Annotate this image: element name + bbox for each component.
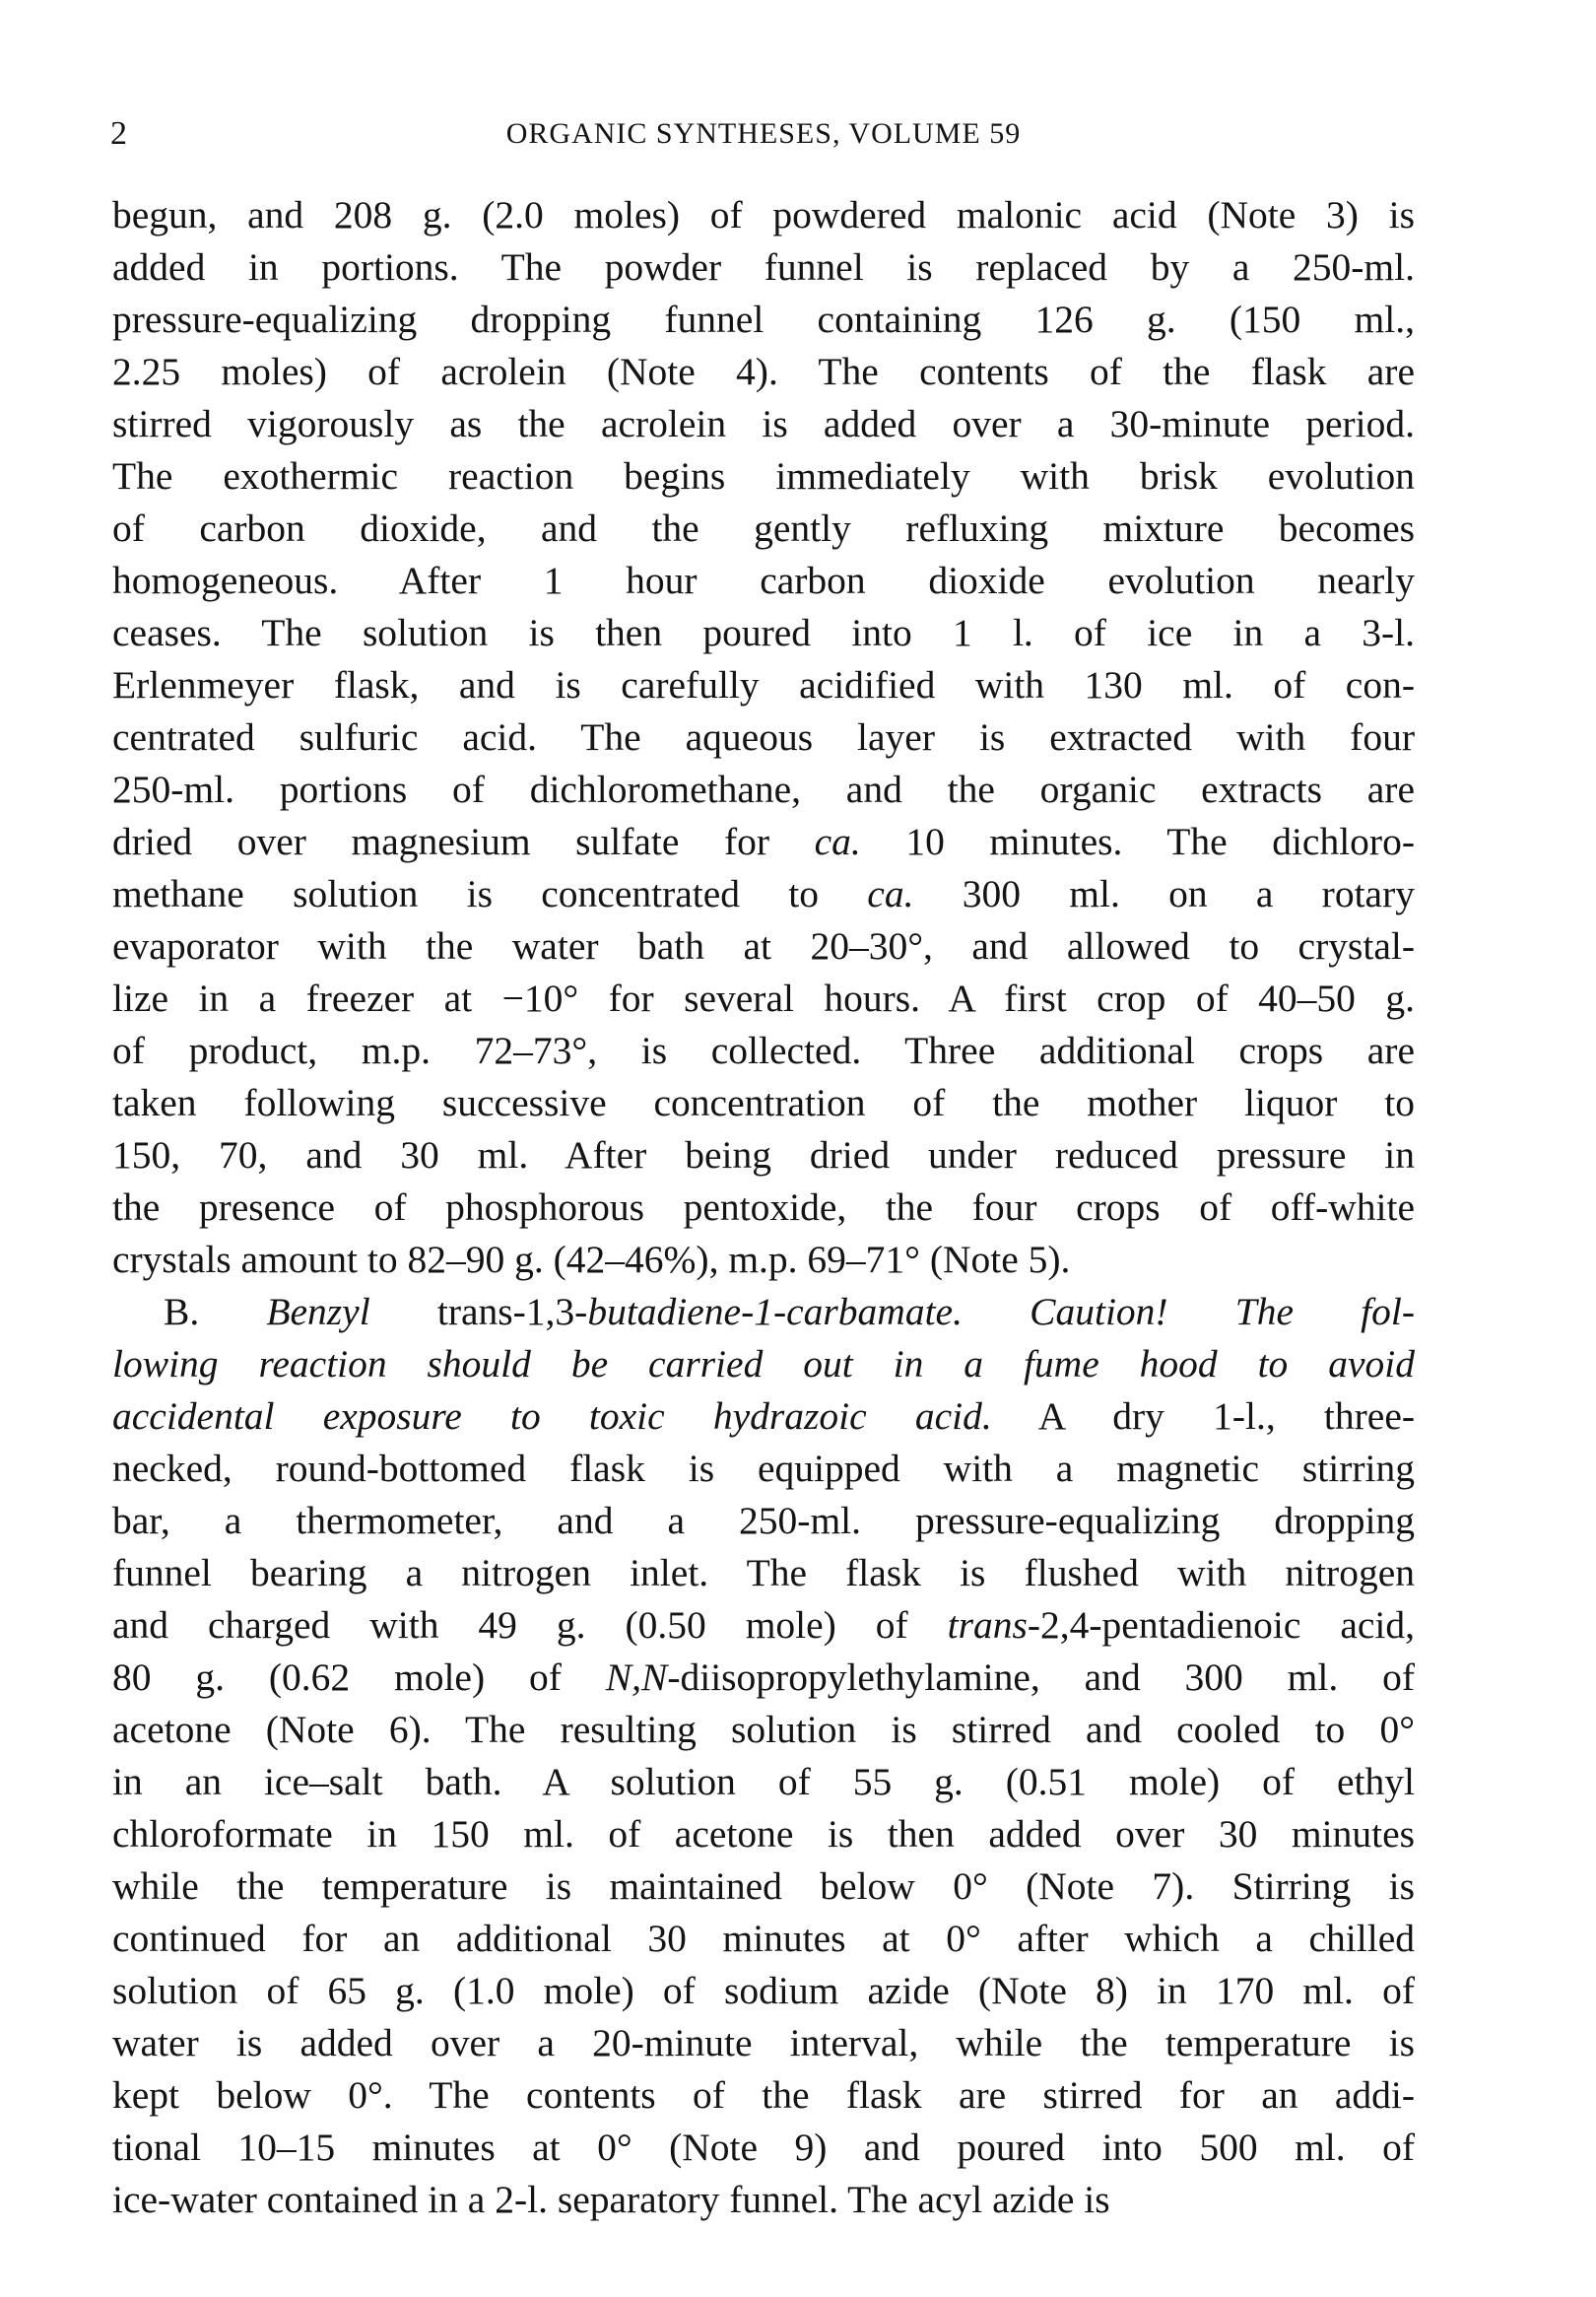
text-line: Erlenmeyer flask, and is carefully acidified with 130 ml. of con- xyxy=(112,663,1415,707)
text-line: begun, and 208 g. (2.0 moles) of powdered malonic acid (Note 3) is xyxy=(112,193,1415,236)
text-line: of carbon dioxide, and the gently refluxing mixture becomes xyxy=(112,507,1415,550)
italic-text: ca. xyxy=(867,872,914,915)
text-line: in an ice–salt bath. A solution of 55 g. (0.51 mole) of ethyl xyxy=(112,1760,1415,1803)
text-line xyxy=(112,1338,1415,1390)
italic-text: trans xyxy=(947,1603,1028,1647)
text-line: acetone (Note 6). The resulting solution is stirred and cooled to 0° xyxy=(112,1708,1415,1751)
italic-text: accidental exposure to toxic hydrazoic acid. xyxy=(112,1394,992,1438)
text-line xyxy=(112,1599,1415,1652)
text-line xyxy=(112,816,1415,868)
text-line: of product, m.p. 72–73°, is collected. Three additional crops are xyxy=(112,1029,1415,1072)
text-line: 150, 70, and 30 ml. After being dried under reduced pressure in xyxy=(112,1133,1415,1177)
text-run: A dry 1-l., three- xyxy=(991,1394,1415,1438)
text-line: 250-ml. portions of dichloromethane, and the organic extracts are xyxy=(112,768,1415,811)
italic-text: lowing reaction should be carried out in a fume hood to avoid xyxy=(112,1342,1415,1385)
text-line xyxy=(112,1652,1415,1704)
text-line xyxy=(112,1286,1415,1338)
text-line: lize in a freezer at −10° for several hours. A first crop of 40–50 g. xyxy=(112,977,1415,1020)
text-line: ceases. The solution is then poured into 1 l. of ice in a 3-l. xyxy=(112,611,1415,654)
text-line: 2.25 moles) of acrolein (Note 4). The contents of the flask are xyxy=(112,350,1415,393)
text-line: while the temperature is maintained below 0° (Note 7). Stirring is xyxy=(112,1864,1415,1908)
text-line: necked, round-bottomed flask is equipped with a magnetic stirring xyxy=(112,1447,1415,1490)
text-line: chloroformate in 150 ml. of acetone is then added over 30 minutes xyxy=(112,1812,1415,1856)
text-line: stirred vigorously as the acrolein is added over a 30-minute period. xyxy=(112,402,1415,445)
text-line xyxy=(112,868,1415,920)
text-line: ice-water contained in a 2-l. separatory funnel. The acyl azide is xyxy=(112,2178,1110,2221)
text-run: B. xyxy=(164,1290,267,1333)
text-line: solution of 65 g. (1.0 mole) of sodium azide (Note 8) in 170 ml. of xyxy=(112,1969,1415,2012)
text-line: tional 10–15 minutes at 0° (Note 9) and poured into 500 ml. of xyxy=(112,2126,1415,2169)
text-line: the presence of phosphorous pentoxide, the four crops of off-white xyxy=(112,1185,1415,1229)
text-run: -diisopropylethylamine, and 300 ml. of xyxy=(667,1655,1415,1699)
text-run: 10 minutes. The dichloro- xyxy=(860,820,1415,863)
text-line: taken following successive concentration of the mother liquor to xyxy=(112,1081,1415,1124)
text-line: continued for an additional 30 minutes at 0° after which a chilled xyxy=(112,1917,1415,1960)
text-line: crystals amount to 82–90 g. (42–46%), m.p. 69–71° (Note 5). xyxy=(112,1238,1071,1281)
text-line: homogeneous. After 1 hour carbon dioxide evolution nearly xyxy=(112,559,1415,602)
text-line: water is added over a 20-minute interval, while the temperature is xyxy=(112,2021,1415,2064)
text-run: 300 ml. on a rotary xyxy=(913,872,1415,915)
text-line: bar, a thermometer, and a 250-ml. pressure-equalizing dropping xyxy=(112,1499,1415,1542)
page-number: 2 xyxy=(110,115,127,152)
text-line xyxy=(112,1390,1415,1443)
text-line: evaporator with the water bath at 20–30°, and allowed to crystal- xyxy=(112,924,1415,968)
text-run: -2,4-pentadienoic acid, xyxy=(1027,1603,1415,1647)
text-line: The exothermic reaction begins immediately with brisk evolution xyxy=(112,454,1415,498)
running-head: ORGANIC SYNTHESES, VOLUME 59 xyxy=(505,117,1022,150)
text-line: centrated sulfuric acid. The aqueous layer is extracted with four xyxy=(112,715,1415,759)
italic-text: ca. xyxy=(814,820,861,863)
text-run: methane solution is concentrated to xyxy=(112,872,868,915)
text-run: 80 g. (0.62 mole) of xyxy=(112,1655,606,1699)
text-line: funnel bearing a nitrogen inlet. The flask is flushed with nitrogen xyxy=(112,1551,1415,1594)
body-text xyxy=(112,189,1415,2226)
text-line: added in portions. The powder funnel is replaced by a 250-ml. xyxy=(112,245,1415,289)
page-header xyxy=(110,112,1417,156)
italic-text: butadiene-1-carbamate. Caution! The fol- xyxy=(587,1290,1415,1333)
italic-text: N,N xyxy=(605,1655,668,1699)
italic-text: Benzyl xyxy=(266,1290,370,1333)
text-line: pressure-equalizing dropping funnel containing 126 g. (150 ml., xyxy=(112,298,1415,341)
text-line: kept below 0°. The contents of the flask are stirred for an addi- xyxy=(112,2073,1415,2117)
text-run: trans-1,3- xyxy=(369,1290,588,1333)
text-run: dried over magnesium sulfate for xyxy=(112,820,815,863)
text-run: and charged with 49 g. (0.50 mole) of xyxy=(112,1603,948,1647)
